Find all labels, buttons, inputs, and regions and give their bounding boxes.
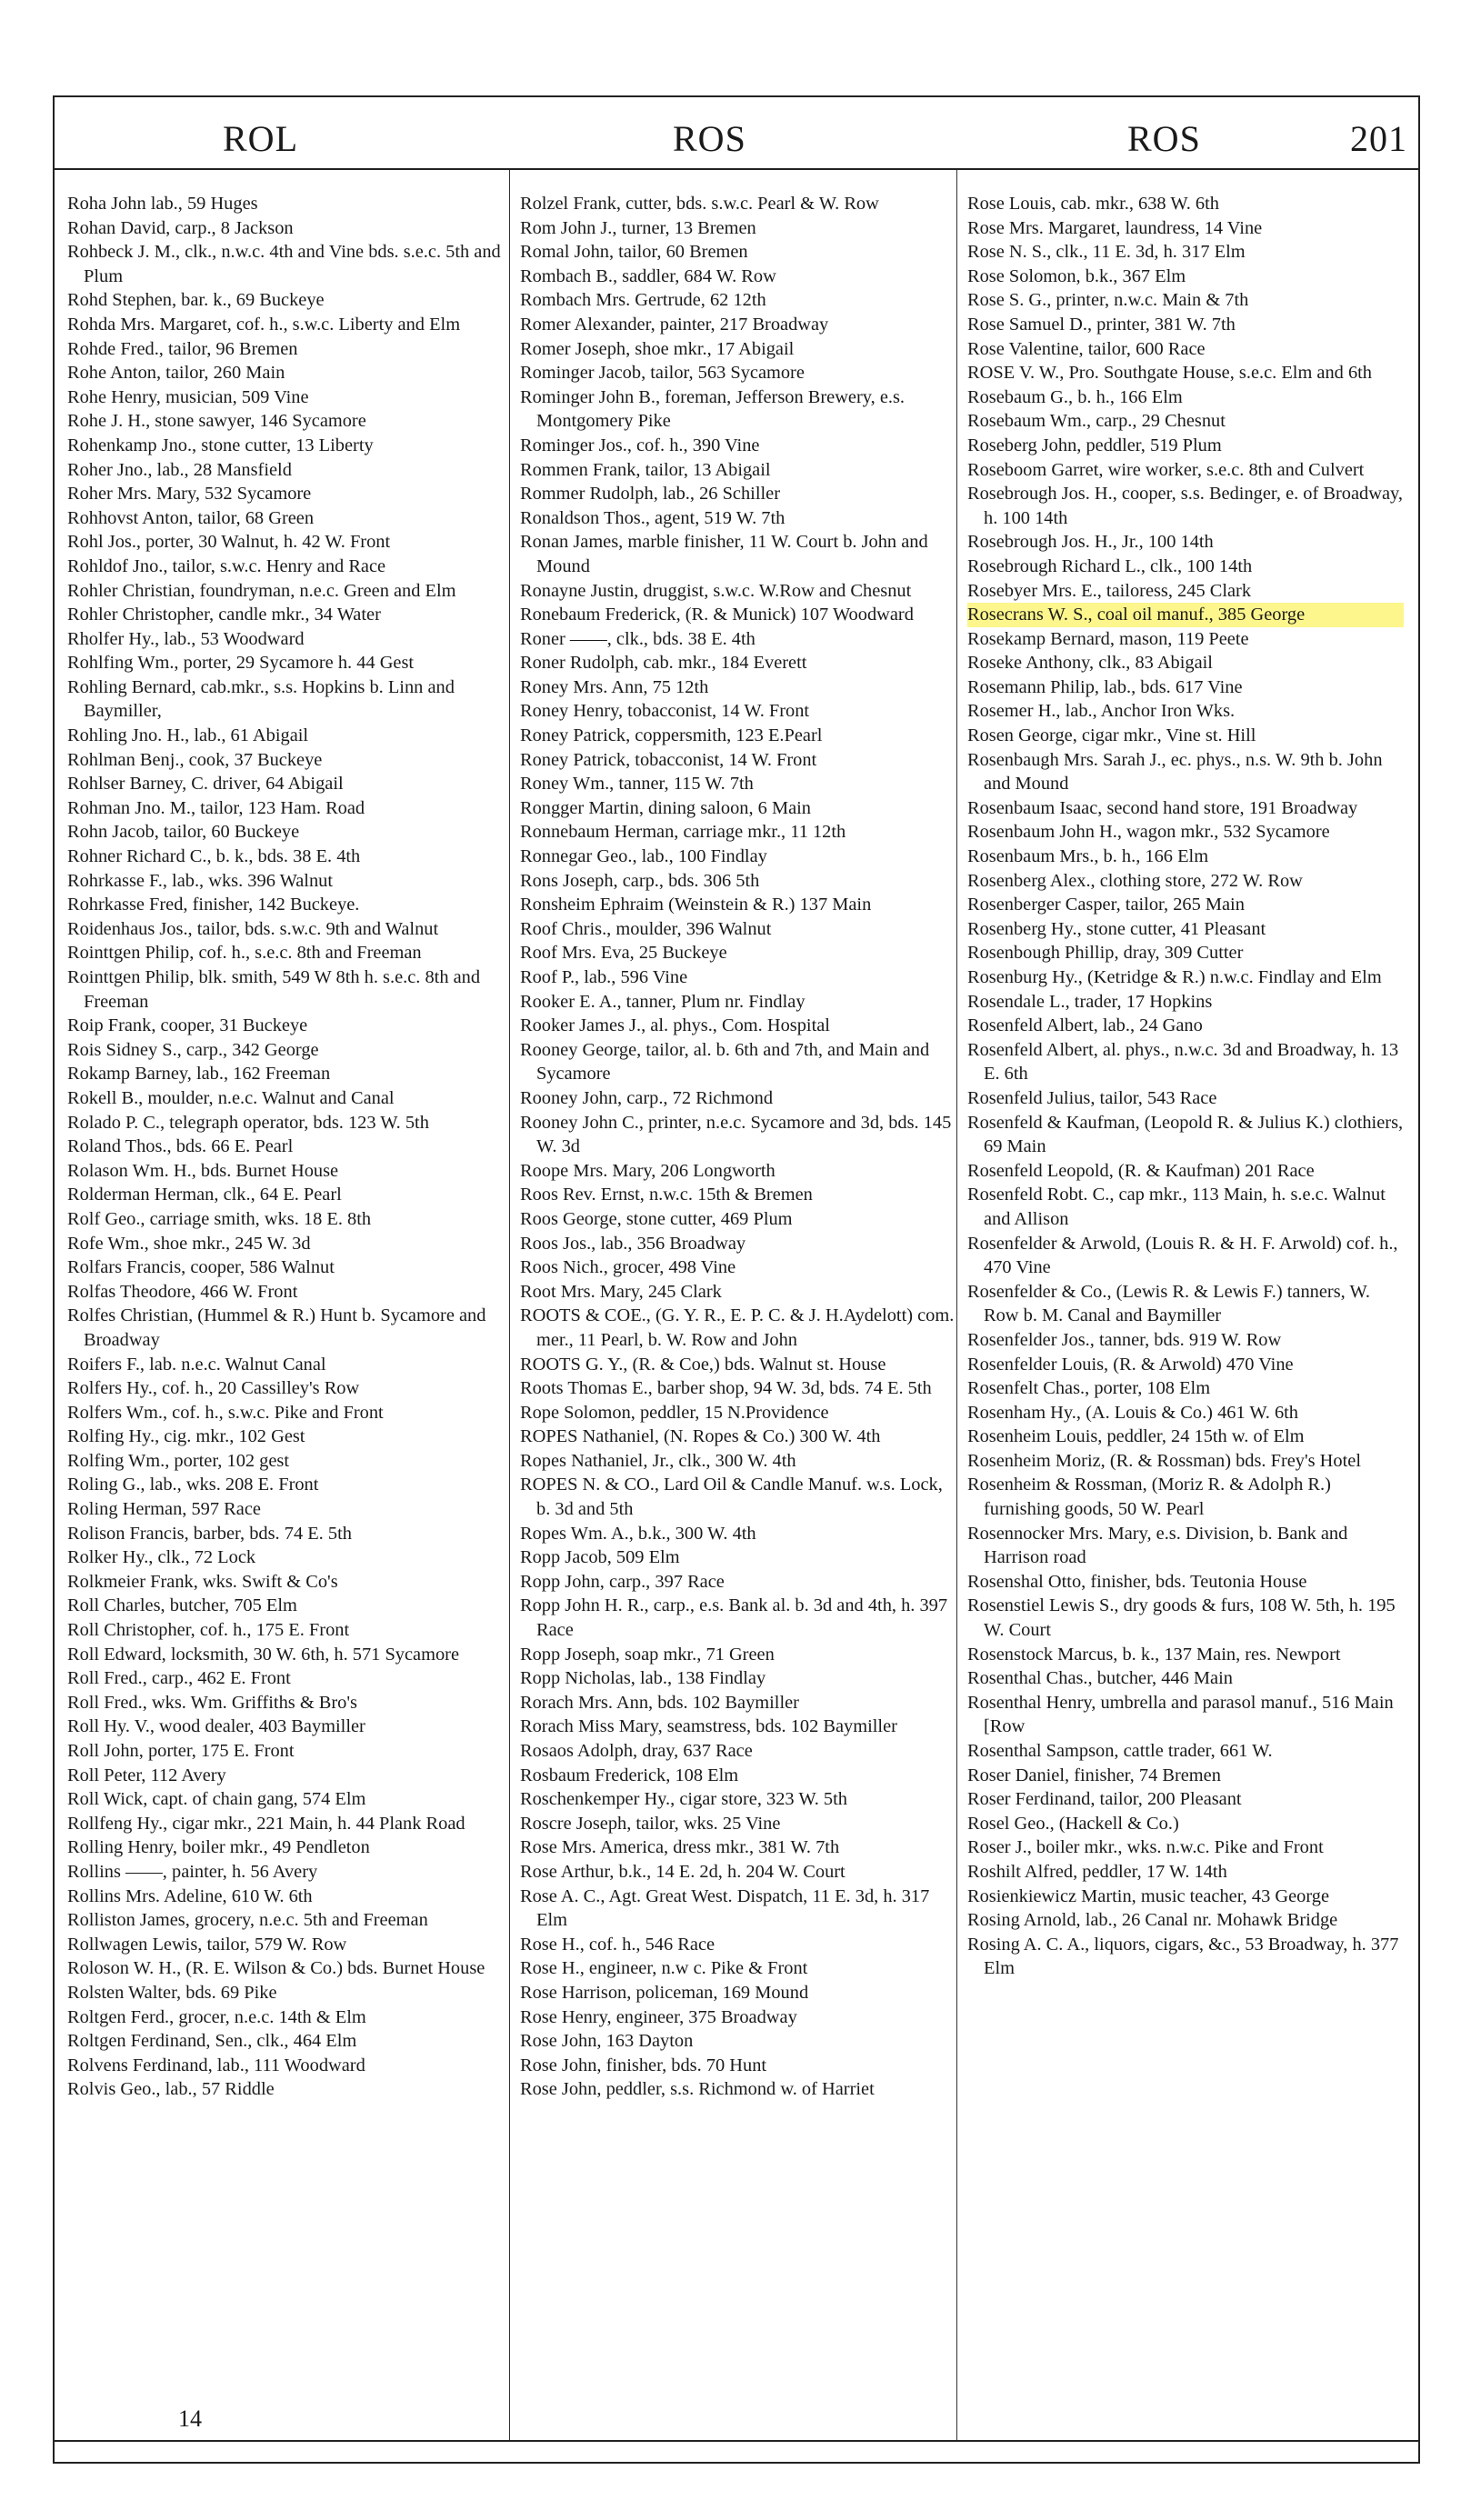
directory-entry: Rosemer H., lab., Anchor Iron Wks.: [967, 701, 1236, 722]
directory-entry: Rosendale L., trader, 17 Hopkins: [967, 991, 1213, 1012]
directory-page: [53, 95, 1420, 2464]
directory-entry: Ronsheim Ephraim (Weinstein & R.) 137 Main: [520, 895, 872, 915]
directory-entry: Rointtgen Philip, blk. smith, 549 W 8th h. s.e.c. 8th and Freeman: [67, 967, 481, 1012]
directory-entry: Rosenfeld Albert, lab., 24 Gano: [967, 1015, 1203, 1036]
directory-entry: Roloson W. H., (R. E. Wilson & Co.) bds. Burnet House: [67, 1958, 485, 1979]
directory-entry: Rollins ——, painter, h. 56 Avery: [67, 1861, 318, 1882]
directory-entry: Rose Arthur, b.k., 14 E. 2d, h. 204 W. Court: [520, 1861, 846, 1882]
directory-entry: Rosekamp Bernard, mason, 119 Peete: [967, 628, 1249, 649]
directory-entry: ROOTS G. Y., (R. & Coe,) bds. Walnut st. House: [520, 1354, 886, 1375]
directory-entry: Roll Fred., carp., 462 E. Front: [67, 1668, 291, 1689]
directory-entry: Rose S. G., printer, n.w.c. Main & 7th: [967, 290, 1249, 311]
directory-entry: Rolker Hy., clk., 72 Lock: [67, 1547, 256, 1568]
directory-entry: Rohler Christian, foundryman, n.e.c. Green and Elm: [67, 580, 456, 601]
directory-entry: Rolf Geo., carriage smith, wks. 18 E. 8th: [67, 1208, 372, 1229]
directory-entry: ROPES N. & CO., Lard Oil & Candle Manuf. w.s. Lock, b. 3d and 5th: [520, 1475, 943, 1520]
directory-entry: Rolderman Herman, clk., 64 E. Pearl: [67, 1185, 342, 1205]
column-divider: [956, 170, 957, 2440]
directory-entry: Rose H., engineer, n.w c. Pike & Front: [520, 1958, 808, 1979]
directory-entry: Rominger Jos., cof. h., 390 Vine: [520, 435, 760, 455]
directory-entry: Rosenbaum John H., wagon mkr., 532 Sycamore: [967, 822, 1330, 843]
directory-entry: Roll Fred., wks. Wm. Griffiths & Bro's: [67, 1692, 357, 1713]
directory-entry: Rosenstiel Lewis S., dry goods & furs, 108 W. 5th, h. 195 W. Court: [967, 1595, 1396, 1641]
directory-entry: Rollwagen Lewis, tailor, 579 W. Row: [67, 1934, 347, 1955]
directory-entry: Rolzel Frank, cutter, bds. s.w.c. Pearl & W. Row: [520, 194, 879, 214]
directory-entry: Rons Joseph, carp., bds. 306 5th: [520, 870, 760, 891]
column-3: [967, 192, 1404, 1981]
directory-entry: Rosenthal Sampson, cattle trader, 661 W.: [967, 1741, 1273, 1761]
directory-entry: Rolison Francis, barber, bds. 74 E. 5th: [67, 1523, 352, 1544]
directory-entry: Ropp John, carp., 397 Race: [520, 1571, 725, 1592]
directory-entry: Ronebaum Frederick, (R. & Munick) 107 Woodward: [520, 605, 914, 625]
directory-entry: Rosenheim Louis, peddler, 24 15th w. of Elm: [967, 1426, 1305, 1447]
directory-entry: Rorach Mrs. Ann, bds. 102 Baymiller: [520, 1692, 799, 1713]
directory-entry: Rois Sidney S., carp., 342 George: [67, 1039, 319, 1060]
directory-entry: Rose John, peddler, s.s. Richmond w. of Harriet: [520, 2079, 875, 2100]
directory-entry: Rosel Geo., (Hackell & Co.): [967, 1813, 1179, 1834]
directory-entry: Rosebyer Mrs. E., tailoress, 245 Clark: [967, 580, 1252, 601]
directory-entry: Rosenfelder & Arwold, (Louis R. & H. F. Arwold) cof. h., 470 Vine: [967, 1233, 1398, 1278]
directory-entry: Rosenfelder & Co., (Lewis R. & Lewis F.) tanners, W. Row b. M. Canal and Baymiller: [967, 1281, 1370, 1326]
directory-entry: ROSE V. W., Pro. Southgate House, s.e.c. Elm and 6th: [967, 363, 1373, 384]
directory-entry: Rohenkamp Jno., stone cutter, 13 Liberty: [67, 435, 374, 455]
directory-entry: Rose H., cof. h., 546 Race: [520, 1934, 715, 1955]
directory-entry: ROOTS & COE., (G. Y. R., E. P. C. & J. H.Aydelott) com. mer., 11 Pearl, b. W. Row and John: [520, 1305, 955, 1350]
directory-entry: Ropes Nathaniel, Jr., clk., 300 W. 4th: [520, 1450, 796, 1471]
directory-entry: Roll Christopher, cof. h., 175 E. Front: [67, 1620, 350, 1641]
directory-entry: Roots Thomas E., barber shop, 94 W. 3d, bds. 74 E. 5th: [520, 1378, 932, 1399]
directory-entry: Rose Mrs. America, dress mkr., 381 W. 7th: [520, 1837, 840, 1858]
directory-entry: Romer Joseph, shoe mkr., 17 Abigail: [520, 338, 795, 359]
directory-entry: Roseberg John, peddler, 519 Plum: [967, 435, 1222, 455]
directory-entry: Ronan James, marble finisher, 11 W. Court b. John and Mound: [520, 532, 928, 576]
directory-entry: Roser Ferdinand, tailor, 200 Pleasant: [967, 1789, 1242, 1810]
directory-entry: Rohldof Jno., tailor, s.w.c. Henry and Race: [67, 555, 386, 576]
directory-entry: Rohe J. H., stone sawyer, 146 Sycamore: [67, 411, 366, 432]
directory-entry: Rohling Jno. H., lab., 61 Abigail: [67, 725, 309, 746]
directory-entry: Rolvis Geo., lab., 57 Riddle: [67, 2079, 275, 2100]
directory-entry: Rooker E. A., tanner, Plum nr. Findlay: [520, 991, 806, 1012]
directory-entry: Roling Herman, 597 Race: [67, 1499, 261, 1520]
page-number: 201: [1350, 118, 1407, 159]
directory-entry: Rosebrough Jos. H., Jr., 100 14th: [967, 532, 1214, 553]
directory-entry: Rohbeck J. M., clk., n.w.c. 4th and Vine bds. s.e.c. 5th and Plum: [67, 242, 501, 286]
directory-entry: Rooker James J., al. phys., Com. Hospital: [520, 1015, 830, 1036]
directory-entry: Ropp Joseph, soap mkr., 71 Green: [520, 1644, 775, 1665]
directory-entry: Rosenberg Alex., clothing store, 272 W. Row: [967, 870, 1303, 891]
directory-entry: Roney Patrick, coppersmith, 123 E.Pearl: [520, 725, 823, 746]
directory-entry: Rohl Jos., porter, 30 Walnut, h. 42 W. Front: [67, 532, 391, 553]
directory-entry: Rose John, finisher, bds. 70 Hunt: [520, 2055, 767, 2075]
directory-entry: Rohn Jacob, tailor, 60 Buckeye: [67, 822, 300, 843]
directory-entry: Romal John, tailor, 60 Bremen: [520, 242, 748, 263]
directory-entry: Rombach B., saddler, 684 W. Row: [520, 265, 776, 286]
directory-entry: Rohler Christopher, candle mkr., 34 Water: [67, 605, 381, 625]
directory-entry: Rollfeng Hy., cigar mkr., 221 Main, h. 44 Plank Road: [67, 1813, 465, 1834]
directory-entry: Roos Nich., grocer, 498 Vine: [520, 1257, 736, 1278]
directory-entry: Roll Peter, 112 Avery: [67, 1765, 226, 1785]
directory-entry: Roll John, porter, 175 E. Front: [67, 1741, 295, 1761]
directory-entry: Rohrkasse F., lab., wks. 396 Walnut: [67, 870, 333, 891]
directory-entry: Rope Solomon, peddler, 15 N.Providence: [520, 1402, 829, 1423]
directory-entry: Rohling Bernard, cab.mkr., s.s. Hopkins b. Linn and Baymiller,: [67, 676, 455, 722]
directory-entry: Rolling Henry, boiler mkr., 49 Pendleton: [67, 1837, 370, 1858]
directory-entry: Roseboom Garret, wire worker, s.e.c. 8th and Culvert: [967, 459, 1365, 480]
signature-number: 14: [178, 2405, 202, 2432]
directory-entry: Rosecrans W. S., coal oil manuf., 385 George: [967, 603, 1404, 627]
directory-entry: Rorach Miss Mary, seamstress, bds. 102 Baymiller: [520, 1716, 897, 1737]
footer-rule: [55, 2440, 1418, 2442]
directory-entry: Rosenfelder Jos., tanner, bds. 919 W. Row: [967, 1329, 1282, 1350]
header-right-guide: ROS: [1127, 118, 1201, 159]
directory-entry: Roifers F., lab. n.e.c. Walnut Canal: [67, 1354, 326, 1375]
directory-entry: Rolfars Francis, cooper, 586 Walnut: [67, 1257, 335, 1278]
directory-entry: Rolkmeier Frank, wks. Swift & Co's: [67, 1571, 338, 1592]
directory-entry: Rosenfelt Chas., porter, 108 Elm: [967, 1378, 1211, 1399]
directory-entry: Roltgen Ferdinand, Sen., clk., 464 Elm: [67, 2031, 357, 2052]
directory-entry: Rosenshal Otto, finisher, bds. Teutonia House: [967, 1571, 1307, 1592]
directory-entry: Ropp John H. R., carp., e.s. Bank al. b. 3d and 4th, h. 397 Race: [520, 1595, 948, 1641]
directory-entry: Rolliston James, grocery, n.e.c. 5th and Freeman: [67, 1910, 428, 1931]
directory-entry: Rosenberger Casper, tailor, 265 Main: [967, 895, 1245, 915]
directory-entry: Rosenham Hy., (A. Louis & Co.) 461 W. 6th: [967, 1402, 1299, 1423]
directory-entry: Rohan David, carp., 8 Jackson: [67, 217, 294, 238]
directory-entry: Rolsten Walter, bds. 69 Pike: [67, 1982, 277, 2003]
directory-entry: Rosaos Adolph, dray, 637 Race: [520, 1741, 753, 1761]
directory-entry: Rosbaum Frederick, 108 Elm: [520, 1765, 739, 1785]
directory-entry: Rose Harrison, policeman, 169 Mound: [520, 1982, 809, 2003]
directory-entry: Rohlman Benj., cook, 37 Buckeye: [67, 749, 323, 770]
directory-entry: Rooney John C., printer, n.e.c. Sycamore and 3d, bds. 145 W. 3d: [520, 1112, 952, 1157]
directory-entry: Roos George, stone cutter, 469 Plum: [520, 1208, 793, 1229]
directory-entry: Rolfing Hy., cig. mkr., 102 Gest: [67, 1426, 305, 1447]
directory-entry: Ronaldson Thos., agent, 519 W. 7th: [520, 507, 786, 528]
directory-entry: Roll Hy. V., wood dealer, 403 Baymiller: [67, 1716, 365, 1737]
directory-entry: Rohd Stephen, bar. k., 69 Buckeye: [67, 290, 325, 311]
directory-entry: Rosenfeld Robt. C., cap mkr., 113 Main, h. s.e.c. Walnut and Allison: [967, 1185, 1386, 1229]
directory-entry: Rohlfing Wm., porter, 29 Sycamore h. 44 Gest: [67, 653, 415, 674]
directory-entry: Rooney George, tailor, al. b. 6th and 7th, and Main and Sycamore: [520, 1039, 930, 1085]
directory-entry: Rose A. C., Agt. Great West. Dispatch, 11 E. 3d, h. 317 Elm: [520, 1885, 930, 1931]
directory-entry: Rosenthal Henry, umbrella and parasol manuf., 516 Main [Row: [967, 1692, 1394, 1737]
directory-entry: Rosenheim Moriz, (R. & Rossman) bds. Frey's Hotel: [967, 1450, 1361, 1471]
directory-entry: Rosenbaugh Mrs. Sarah J., ec. phys., n.s. W. 9th b. John and Mound: [967, 749, 1383, 795]
directory-entry: Rongger Martin, dining saloon, 6 Main: [520, 797, 811, 818]
directory-entry: Rosenfelder Louis, (R. & Arwold) 470 Vine: [967, 1354, 1294, 1375]
directory-entry: Roner Rudolph, cab. mkr., 184 Everett: [520, 653, 807, 674]
directory-entry: Rosenburg Hy., (Ketridge & R.) n.w.c. Findlay and Elm: [967, 967, 1382, 987]
directory-entry: Ropp Nicholas, lab., 138 Findlay: [520, 1668, 766, 1689]
directory-entry: Ropes Wm. A., b.k., 300 W. 4th: [520, 1523, 756, 1544]
directory-entry: Rose Louis, cab. mkr., 638 W. 6th: [967, 194, 1219, 214]
directory-entry: Roof P., lab., 596 Vine: [520, 967, 688, 987]
directory-entry: Rosenstock Marcus, b. k., 137 Main, res. Newport: [967, 1644, 1341, 1665]
column-divider: [509, 170, 510, 2440]
header-left-guide: ROL: [223, 118, 298, 159]
directory-entry: Ropp Jacob, 509 Elm: [520, 1547, 680, 1568]
column-1: [67, 192, 504, 2102]
directory-entry: Rosenbaum Isaac, second hand store, 191 Broadway: [967, 797, 1358, 818]
directory-entry: Rosemann Philip, lab., bds. 617 Vine: [967, 676, 1243, 697]
directory-entry: Roseke Anthony, clk., 83 Abigail: [967, 653, 1213, 674]
directory-entry: Rofe Wm., shoe mkr., 245 W. 3d: [67, 1233, 311, 1254]
directory-entry: Rohman Jno. M., tailor, 123 Ham. Road: [67, 797, 365, 818]
directory-entry: Roll Charles, butcher, 705 Elm: [67, 1595, 297, 1616]
directory-entry: Roos Rev. Ernst, n.w.c. 15th & Bremen: [520, 1185, 813, 1205]
directory-entry: Rosebaum G., b. h., 166 Elm: [967, 386, 1183, 407]
directory-entry: Rosenfeld Julius, tailor, 543 Race: [967, 1087, 1217, 1108]
directory-entry: Rolfing Wm., porter, 102 gest: [67, 1450, 290, 1471]
directory-entry: Rokamp Barney, lab., 162 Freeman: [67, 1064, 331, 1085]
directory-entry: Rohner Richard C., b. k., bds. 38 E. 4th: [67, 846, 361, 867]
directory-entry: Roner ——, clk., bds. 38 E. 4th: [520, 628, 756, 649]
directory-entry: Rosenfeld Albert, al. phys., n.w.c. 3d and Broadway, h. 13 E. 6th: [967, 1039, 1399, 1085]
directory-entry: Rooney John, carp., 72 Richmond: [520, 1087, 774, 1108]
directory-entry: Rosing A. C. A., liquors, cigars, &c., 53 Broadway, h. 377 Elm: [967, 1934, 1399, 1979]
directory-entry: Rominger Jacob, tailor, 563 Sycamore: [520, 363, 805, 384]
column-2: [520, 192, 956, 2102]
directory-entry: Root Mrs. Mary, 245 Clark: [520, 1281, 722, 1302]
directory-entry: Rohe Anton, tailor, 260 Main: [67, 363, 285, 384]
directory-entry: Rosenheim & Rossman, (Moriz R. & Adolph R.) furnishing goods, 50 W. Pearl: [967, 1475, 1331, 1520]
directory-entry: Roha John lab., 59 Huges: [67, 194, 258, 214]
directory-entry: Rolfas Theodore, 466 W. Front: [67, 1281, 298, 1302]
directory-entry: Ronnebaum Herman, carriage mkr., 11 12th: [520, 822, 846, 843]
directory-entry: Roscre Joseph, tailor, wks. 25 Vine: [520, 1813, 781, 1834]
directory-entry: Rollins Mrs. Adeline, 610 W. 6th: [67, 1885, 313, 1906]
directory-entry: Roser Daniel, finisher, 74 Bremen: [967, 1765, 1221, 1785]
directory-entry: Roof Chris., moulder, 396 Walnut: [520, 918, 772, 939]
directory-entry: Roney Wm., tanner, 115 W. 7th: [520, 774, 754, 795]
directory-entry: ROPES Nathaniel, (N. Ropes & Co.) 300 W. 4th: [520, 1426, 881, 1447]
directory-entry: Rose Solomon, b.k., 367 Elm: [967, 265, 1186, 286]
directory-entry: Rosing Arnold, lab., 26 Canal nr. Mohawk Bridge: [967, 1910, 1338, 1931]
directory-entry: Roney Mrs. Ann, 75 12th: [520, 676, 709, 697]
directory-entry: Rokell B., moulder, n.e.c. Walnut and Canal: [67, 1087, 395, 1108]
directory-entry: Rosennocker Mrs. Mary, e.s. Division, b. Bank and Harrison road: [967, 1523, 1348, 1568]
directory-entry: Romer Alexander, painter, 217 Broadway: [520, 314, 829, 335]
directory-entry: Roser J., boiler mkr., wks. n.w.c. Pike and Front: [967, 1837, 1324, 1858]
directory-entry: Roip Frank, cooper, 31 Buckeye: [67, 1015, 308, 1036]
directory-entry: Rointtgen Philip, cof. h., s.e.c. 8th and Freeman: [67, 943, 422, 964]
directory-entry: Rolado P. C., telegraph operator, bds. 123 W. 5th: [67, 1112, 429, 1133]
directory-entry: Rohhovst Anton, tailor, 68 Green: [67, 507, 315, 528]
directory-entry: Roshilt Alfred, peddler, 17 W. 14th: [967, 1861, 1227, 1882]
directory-entry: Rosenbough Phillip, dray, 309 Cutter: [967, 943, 1244, 964]
directory-entry: Ronayne Justin, druggist, s.w.c. W.Row and Chesnut: [520, 580, 912, 601]
page-header: [55, 97, 1418, 170]
directory-entry: Rose Mrs. Margaret, laundress, 14 Vine: [967, 217, 1263, 238]
directory-entry: Rohlser Barney, C. driver, 64 Abigail: [67, 774, 344, 795]
directory-entry: Rombach Mrs. Gertrude, 62 12th: [520, 290, 766, 311]
directory-entry: Rosenfeld Leopold, (R. & Kaufman) 201 Race: [967, 1160, 1315, 1181]
directory-entry: Roltgen Ferd., grocer, n.e.c. 14th & Elm: [67, 2006, 366, 2027]
directory-entry: Roos Jos., lab., 356 Broadway: [520, 1233, 746, 1254]
directory-entry: Rosenfeld & Kaufman, (Leopold R. & Julius K.) clothiers, 69 Main: [967, 1112, 1404, 1157]
directory-entry: Rohe Henry, musician, 509 Vine: [67, 386, 309, 407]
directory-entry: Roney Patrick, tobacconist, 14 W. Front: [520, 749, 817, 770]
directory-entry: Rolfers Hy., cof. h., 20 Cassilley's Row: [67, 1378, 360, 1399]
directory-entry: Rose N. S., clk., 11 E. 3d, h. 317 Elm: [967, 242, 1246, 263]
directory-entry: Rom John J., turner, 13 Bremen: [520, 217, 756, 238]
directory-entry: Rommer Rudolph, lab., 26 Schiller: [520, 484, 781, 505]
directory-entry: Roll Edward, locksmith, 30 W. 6th, h. 571 Sycamore: [67, 1644, 459, 1665]
directory-entry: Rommen Frank, tailor, 13 Abigail: [520, 459, 771, 480]
directory-entry: Roland Thos., bds. 66 E. Pearl: [67, 1136, 294, 1157]
directory-entry: Rolfes Christian, (Hummel & R.) Hunt b. Sycamore and Broadway: [67, 1305, 486, 1350]
directory-entry: Rholfer Hy., lab., 53 Woodward: [67, 628, 305, 649]
directory-entry: Rosienkiewicz Martin, music teacher, 43 George: [967, 1885, 1329, 1906]
directory-entry: Rosenberg Hy., stone cutter, 41 Pleasant: [967, 918, 1266, 939]
directory-entry: Rosen George, cigar mkr., Vine st. Hill: [967, 725, 1256, 746]
directory-entry: Roope Mrs. Mary, 206 Longworth: [520, 1160, 776, 1181]
directory-entry: Roher Jno., lab., 28 Mansfield: [67, 459, 292, 480]
directory-entry: Rosebrough Richard L., clk., 100 14th: [967, 555, 1253, 576]
directory-entry: Rolvens Ferdinand, lab., 111 Woodward: [67, 2055, 365, 2075]
directory-entry: Ronnegar Geo., lab., 100 Findlay: [520, 846, 767, 867]
header-rule: [55, 168, 1418, 170]
directory-entry: Rominger John B., foreman, Jefferson Brewery, e.s. Montgomery Pike: [520, 386, 906, 432]
directory-entry: Roll Wick, capt. of chain gang, 574 Elm: [67, 1789, 366, 1810]
directory-entry: Rosenbaum Mrs., b. h., 166 Elm: [967, 846, 1209, 867]
directory-entry: Rolfers Wm., cof. h., s.w.c. Pike and Front: [67, 1402, 384, 1423]
directory-entry: Roher Mrs. Mary, 532 Sycamore: [67, 484, 312, 505]
directory-entry: Rohrkasse Fred, finisher, 142 Buckeye.: [67, 895, 360, 915]
directory-entry: Rohda Mrs. Margaret, cof. h., s.w.c. Liberty and Elm: [67, 314, 461, 335]
directory-entry: Roschenkemper Hy., cigar store, 323 W. 5th: [520, 1789, 847, 1810]
directory-entry: Rohde Fred., tailor, 96 Bremen: [67, 338, 298, 359]
directory-entry: Rose John, 163 Dayton: [520, 2031, 694, 2052]
directory-entry: Rose Valentine, tailor, 600 Race: [967, 338, 1206, 359]
directory-entry: Rose Henry, engineer, 375 Broadway: [520, 2006, 797, 2027]
directory-entry: Roidenhaus Jos., tailor, bds. s.w.c. 9th and Walnut: [67, 918, 439, 939]
directory-entry: Rosebrough Jos. H., cooper, s.s. Bedinger, e. of Broadway, h. 100 14th: [967, 484, 1403, 528]
directory-entry: Rosenthal Chas., butcher, 446 Main: [967, 1668, 1233, 1689]
directory-entry: Rosebaum Wm., carp., 29 Chesnut: [967, 411, 1226, 432]
directory-entry: Roling G., lab., wks. 208 E. Front: [67, 1475, 319, 1495]
directory-entry: Rose Samuel D., printer, 381 W. 7th: [967, 314, 1236, 335]
directory-entry: Roney Henry, tobacconist, 14 W. Front: [520, 701, 810, 722]
directory-entry: Rolason Wm. H., bds. Burnet House: [67, 1160, 339, 1181]
directory-entry: Roof Mrs. Eva, 25 Buckeye: [520, 943, 727, 964]
header-center-guide: ROS: [673, 118, 746, 159]
